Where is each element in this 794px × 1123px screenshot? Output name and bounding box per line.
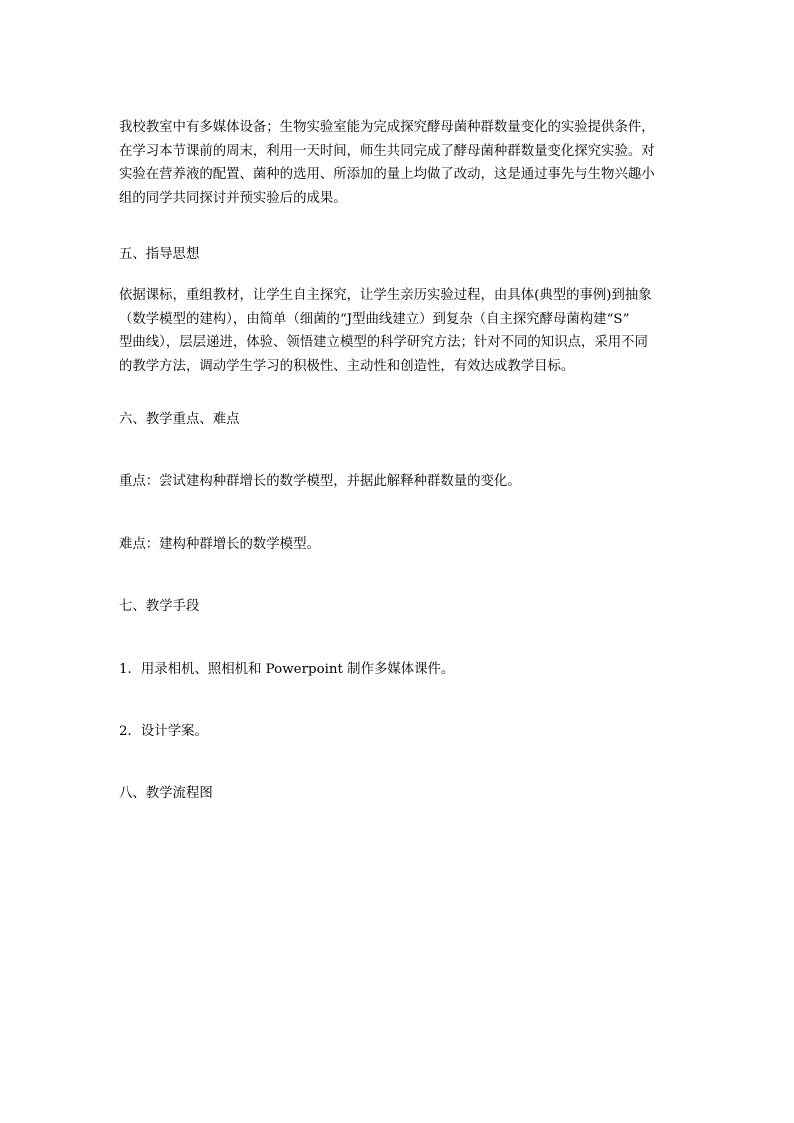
intro-line: 在学习本节课前的周末，利用一天时间，师生共同完成了酵母菌种群数量变化探究实验。对	[119, 143, 655, 159]
guiding-line: （数学模型的建构），由简单（细菌的“J型曲线建立）到复杂（自主探究酵母菌构建“S”	[119, 311, 630, 327]
section-heading-teaching-flowchart: 八、教学流程图	[119, 786, 213, 801]
section-heading-key-difficult-points: 六、教学重点、难点	[119, 412, 240, 427]
guiding-line: 依据课标，重组教材，让学生自主探究，让学生亲历实验过程，由具体(典型的事例)到抽象	[119, 288, 652, 303]
key-point-text: 重点：尝试建构种群增长的数学模型，并据此解释种群数量的变化。	[119, 474, 521, 489]
teaching-means-item-2: 2．设计学案。	[119, 724, 208, 739]
teaching-means-item-1: 1．用录相机、照相机和 Powerpoint 制作多媒体课件。	[119, 662, 455, 677]
section-heading-teaching-means: 七、教学手段	[119, 599, 200, 614]
guiding-thought-paragraph	[119, 284, 679, 378]
section-heading-guiding-thought: 五、指导思想	[119, 247, 200, 262]
guiding-line: 型曲线），层层递进，体验、领悟建立模型的科学研究方法；针对不同的知识点，采用不同	[119, 335, 648, 350]
difficulty-text: 难点：建构种群增长的数学模型。	[119, 537, 320, 552]
intro-line: 我校教室中有多媒体设备；生物实验室能为完成探究酵母菌种群数量变化的实验提供条件，	[119, 120, 655, 135]
intro-line: 组的同学共同探讨并预实验后的成果。	[119, 190, 347, 206]
intro-line: 实验在营养液的配置、菌种的选用、所添加的量上均做了改动，这是通过事先与生物兴趣小	[119, 167, 655, 182]
intro-paragraph	[119, 116, 679, 210]
guiding-line: 的教学方法，调动学生学习的积极性、主动性和创造性，有效达成教学目标。	[119, 358, 575, 374]
